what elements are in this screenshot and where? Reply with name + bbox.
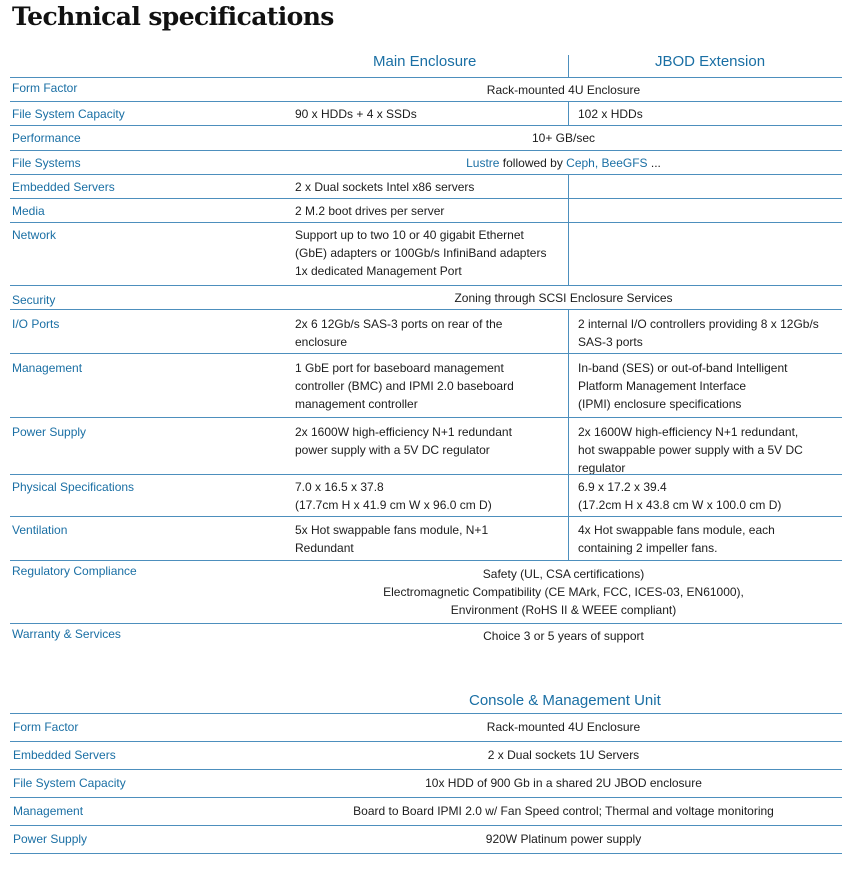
value-line: 2 internal I/O controllers providing 8 x 12Gb/s xyxy=(578,317,819,331)
jbod-value xyxy=(578,423,846,477)
main-enclosure-value xyxy=(295,315,563,351)
row-label: Ventilation xyxy=(12,523,68,537)
main-enclosure-value xyxy=(295,226,563,280)
row-value: Zoning through SCSI Enclosure Services xyxy=(454,291,673,305)
row-media xyxy=(10,198,842,222)
column-divider xyxy=(568,418,569,474)
row-label: Physical Specifications xyxy=(12,480,135,494)
value-line: 1 GbE port for baseboard management xyxy=(295,361,504,375)
row-label: Power Supply xyxy=(12,425,87,439)
row-power-supply xyxy=(10,417,842,474)
row-label: Performance xyxy=(12,131,81,145)
column-divider xyxy=(568,354,569,417)
column-divider xyxy=(568,223,569,285)
value-line: 1x dedicated Management Port xyxy=(295,264,462,278)
value-line: 7.0 x 16.5 x 37.8 xyxy=(295,480,384,494)
row-warranty-services xyxy=(10,623,842,651)
main-enclosure-value: 2 x Dual sockets Intel x86 servers xyxy=(295,180,475,194)
jbod-value xyxy=(578,521,846,557)
row-form-factor xyxy=(10,77,842,101)
value-line: 2x 6 12Gb/s SAS-3 ports on rear of the xyxy=(295,317,503,331)
value-line: Support up to two 10 or 40 gigabit Ethernet xyxy=(295,228,524,242)
row-label: Power Supply xyxy=(13,832,88,846)
column-divider xyxy=(568,175,569,198)
row-label: Network xyxy=(12,228,57,242)
value-line: 5x Hot swappable fans module, N+1 xyxy=(295,523,489,537)
row-label: File Systems xyxy=(12,156,81,170)
row-label: Warranty & Services xyxy=(12,627,121,641)
row-label: Media xyxy=(12,204,45,218)
value-line: regulator xyxy=(578,461,626,475)
value-line: Environment (RoHS II & WEEE compliant) xyxy=(450,603,677,617)
value-line: 2x 1600W high-efficiency N+1 redundant xyxy=(295,425,512,439)
ellipsis-text: ... xyxy=(647,156,661,170)
column-header-console-management-unit: Console & Management Unit xyxy=(469,692,661,709)
row-label: Regulatory Compliance xyxy=(12,564,137,578)
row-label: Management xyxy=(13,804,84,818)
main-enclosure-value xyxy=(295,423,563,459)
row-embedded-servers xyxy=(10,741,842,769)
other-fs-text: Ceph, BeeGFS xyxy=(566,156,648,170)
value-line: Safety (UL, CSA certifications) xyxy=(482,567,645,581)
value-line: 4x Hot swappable fans module, each xyxy=(578,523,775,537)
row-label: I/O Ports xyxy=(12,317,60,331)
main-enclosure-value: 2 M.2 boot drives per server xyxy=(295,204,445,218)
row-form-factor xyxy=(10,713,842,741)
value-line: 2x 1600W high-efficiency N+1 redundant, xyxy=(578,425,799,439)
row-regulatory-compliance xyxy=(10,560,842,623)
jbod-value xyxy=(578,478,846,514)
row-value xyxy=(285,154,842,172)
row-value: Choice 3 or 5 years of support xyxy=(483,629,644,643)
row-security xyxy=(10,285,842,309)
column-divider xyxy=(568,199,569,222)
jbod-value: 102 x HDDs xyxy=(578,107,643,121)
row-file-system-capacity xyxy=(10,769,842,797)
column-divider xyxy=(568,102,569,125)
value-line: SAS-3 ports xyxy=(578,335,643,349)
row-network xyxy=(10,222,842,285)
jbod-value xyxy=(578,315,846,351)
console-spec-table xyxy=(10,688,842,854)
table-header xyxy=(10,50,842,77)
value-line: enclosure xyxy=(295,335,348,349)
row-value: 920W Platinum power supply xyxy=(485,832,642,846)
table-header xyxy=(10,688,842,713)
lustre-text: Lustre xyxy=(466,156,500,170)
row-label: Form Factor xyxy=(12,81,78,95)
row-performance xyxy=(10,125,842,150)
jbod-value xyxy=(578,359,846,413)
value-line: management controller xyxy=(295,397,418,411)
table-bottom-rule xyxy=(10,853,842,854)
row-label: Embedded Servers xyxy=(12,180,115,194)
value-line: In-band (SES) or out-of-band Intelligent xyxy=(578,361,788,375)
value-line: Platform Management Interface xyxy=(578,379,747,393)
column-divider xyxy=(568,475,569,516)
row-io-ports xyxy=(10,309,842,353)
value-line: (GbE) adapters or 100Gb/s InfiniBand adapters xyxy=(295,246,547,260)
value-line: power supply with a 5V DC regulator xyxy=(295,443,490,457)
row-physical-specifications xyxy=(10,474,842,516)
page-title: Technical specifications xyxy=(12,2,334,31)
value-line: (IPMI) enclosure specifications xyxy=(578,397,742,411)
value-line: (17.7cm H x 41.9 cm W x 96.0 cm D) xyxy=(295,498,492,512)
row-label: Security xyxy=(12,293,56,307)
row-management xyxy=(10,353,842,417)
row-power-supply xyxy=(10,825,842,853)
row-management xyxy=(10,797,842,825)
row-value: Board to Board IPMI 2.0 w/ Fan Speed control; Thermal and voltage monitoring xyxy=(353,804,774,818)
value-line: hot swappable power supply with a 5V DC xyxy=(578,443,803,457)
row-value xyxy=(285,565,842,619)
column-header-jbod-extension: JBOD Extension xyxy=(655,53,766,70)
followed-by-text: followed by xyxy=(499,156,567,170)
row-value: 2 x Dual sockets 1U Servers xyxy=(487,748,640,762)
row-value: 10+ GB/sec xyxy=(531,131,596,145)
main-enclosure-value xyxy=(295,478,563,514)
main-enclosure-value: 90 x HDDs + 4 x SSDs xyxy=(295,107,417,121)
row-ventilation xyxy=(10,516,842,560)
column-divider xyxy=(568,55,569,77)
row-embedded-servers xyxy=(10,174,842,198)
main-enclosure-value xyxy=(295,521,563,557)
row-value: Rack-mounted 4U Enclosure xyxy=(486,83,641,97)
row-label: Management xyxy=(12,361,83,375)
value-line: Electromagnetic Compatibility (CE MArk, FCC, ICES-03, EN61000), xyxy=(383,585,744,599)
value-line: Redundant xyxy=(295,541,354,555)
value-line: 6.9 x 17.2 x 39.4 xyxy=(578,480,667,494)
value-line: (17.2cm H x 43.8 cm W x 100.0 cm D) xyxy=(578,498,782,512)
row-label: File System Capacity xyxy=(13,776,126,790)
row-label: File System Capacity xyxy=(12,107,125,121)
main-spec-table xyxy=(10,50,842,651)
main-enclosure-value xyxy=(295,359,563,413)
value-line: containing 2 impeller fans. xyxy=(578,541,718,555)
row-value: Rack-mounted 4U Enclosure xyxy=(486,720,641,734)
column-divider xyxy=(568,517,569,560)
row-label: Embedded Servers xyxy=(13,748,116,762)
value-line: controller (BMC) and IPMI 2.0 baseboard xyxy=(295,379,514,393)
row-label: Form Factor xyxy=(13,720,79,734)
column-divider xyxy=(568,310,569,353)
row-value: 10x HDD of 900 Gb in a shared 2U JBOD enclosure xyxy=(425,776,702,790)
row-file-system-capacity xyxy=(10,101,842,125)
column-header-main-enclosure: Main Enclosure xyxy=(373,53,477,70)
row-file-systems xyxy=(10,150,842,174)
